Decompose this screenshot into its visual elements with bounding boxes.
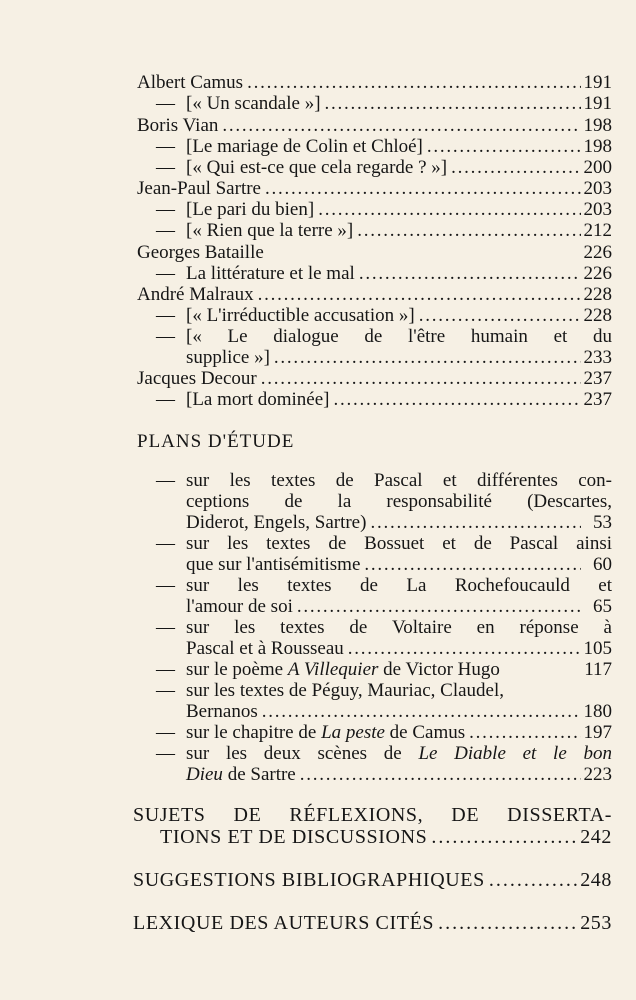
dash: — [156,326,175,347]
page-number: 200 [583,157,612,178]
toc-sub-entry[interactable] [186,199,612,220]
dot-leader [364,554,581,575]
dash: — [156,575,175,596]
toc-sub-entry[interactable] [186,347,612,368]
toc-author-entry[interactable] [137,284,612,305]
toc-author-entry[interactable] [137,178,612,199]
page-number: 226 [583,242,612,263]
page-number: 203 [583,178,612,199]
plan-text: sur le poème [186,659,288,680]
work-title: Le Diable et le bon [418,743,612,764]
plan-text: de Camus [384,722,466,743]
dot-leader [334,389,581,410]
sub-title: [Le mariage de Colin et Chloé] [186,136,423,157]
dot-leader [297,596,581,617]
dash: — [156,157,175,178]
author-name: Georges Bataille [137,242,264,263]
dot-leader [370,512,581,533]
dash: — [156,743,175,764]
page-number: 228 [583,284,612,305]
plan-line [186,659,500,680]
dash: — [156,659,175,680]
dot-leader [247,72,580,93]
page-number: 191 [583,93,612,114]
sub-title: [« Qui est-ce que cela regarde ? »] [186,157,448,178]
toc-sub-entry[interactable] [186,136,612,157]
sub-title-continued: supplice »] [186,347,270,368]
sub-title: La littérature et le mal [186,263,355,284]
dot-leader [262,701,581,722]
toc-author-entry[interactable] [137,368,612,389]
plan-line [186,743,612,764]
page-number: 233 [583,347,612,368]
dash: — [156,220,175,241]
dash: — [156,680,175,701]
dot-leader [451,157,580,178]
plan-line [186,764,296,785]
dot-leader [357,220,580,241]
toc-author-entry[interactable] [137,242,612,263]
page-number: 203 [583,199,612,220]
dash: — [156,263,175,284]
dash: — [156,305,175,326]
toc-section-entry[interactable] [133,912,612,934]
page-number: 248 [580,869,612,891]
plan-line: sur les textes de Pascal et différentes con- [186,470,612,491]
sub-title: [Le pari du bien] [186,199,315,220]
plan-text: de Sartre [222,764,296,785]
section-title: SUGGESTIONS BIBLIOGRAPHIQUES [133,869,485,891]
dot-leader [258,284,581,305]
dash: — [156,136,175,157]
page-number: 180 [583,701,612,722]
sub-title-line: [« Le dialogue de l'être humain et du [186,326,612,347]
toc-plan-entry[interactable] [186,638,612,659]
dash: — [156,617,175,638]
dot-leader [265,178,581,199]
dot-leader [427,136,581,157]
dash: — [156,93,175,114]
dash: — [156,389,175,410]
dot-leader [469,722,580,743]
sub-title: [« L'irréductible accusation »] [186,305,415,326]
toc-sub-entry[interactable] [186,220,612,241]
toc-author-entry[interactable] [137,115,612,136]
section-heading-line: SUJETS DE RÉFLEXIONS, DE DISSERTA- [133,804,612,826]
toc-plan-entry[interactable] [186,722,612,743]
plan-line: Bernanos [186,701,258,722]
dash: — [156,470,175,491]
page-number: 228 [583,305,612,326]
page-number: 198 [583,115,612,136]
page-number: 198 [583,136,612,157]
author-name: André Malraux [137,284,254,305]
toc-plan-entry[interactable] [186,701,612,722]
dot-leader [300,764,581,785]
page-number: 212 [583,220,612,241]
page-number: 65 [593,596,612,617]
sub-title: [La mort dominée] [186,389,330,410]
sub-title: [« Un scandale »] [186,93,321,114]
plan-line: l'amour de soi [186,596,293,617]
page-number: 105 [583,638,612,659]
dot-leader [325,93,581,114]
dot-leader [222,115,580,136]
page-number: 197 [583,722,612,743]
dot-leader [419,305,581,326]
dot-leader [359,263,581,284]
dash: — [156,199,175,220]
page-number: 117 [584,659,612,680]
toc-plan-entry[interactable] [186,554,612,575]
page-number: 253 [580,912,612,934]
dot-leader [438,912,577,934]
plan-text: de Victor Hugo [378,659,500,680]
author-name: Jacques Decour [137,368,257,389]
section-title: LEXIQUE DES AUTEURS CITÉS [133,912,435,934]
toc-plan-entry[interactable] [186,512,612,533]
dot-leader [318,199,580,220]
toc-section-entry[interactable] [160,826,612,848]
plan-line: Pascal et à Rousseau [186,638,344,659]
plan-line: sur les textes de Bossuet et de Pascal ainsi [186,533,612,554]
author-name: Boris Vian [137,115,219,136]
page-number: 237 [583,368,612,389]
plan-line: Diderot, Engels, Sartre) [186,512,367,533]
toc-sub-entry[interactable] [186,157,612,178]
plan-text: sur le chapitre de [186,722,322,743]
toc-sub-entry[interactable] [186,305,612,326]
section-heading-plans: PLANS D'ÉTUDE [137,431,295,452]
page-number: 237 [583,389,612,410]
plan-line: que sur l'antisémitisme [186,554,361,575]
plan-text: sur les deux scènes de [186,743,419,764]
toc-plan-entry[interactable] [186,596,612,617]
work-title: Dieu [186,764,223,785]
plan-line: sur les textes de Voltaire en réponse à [186,617,612,638]
page-number: 223 [583,764,612,785]
dot-leader [431,826,577,848]
dot-leader [489,869,577,891]
dash: — [156,722,175,743]
plan-line: ceptions de la responsabilité (Descartes, [186,491,612,512]
page-number: 53 [593,512,612,533]
work-title: A Villequier [287,659,379,680]
dash: — [156,533,175,554]
author-name: Jean-Paul Sartre [137,178,261,199]
plan-line: sur les textes de Péguy, Mauriac, Claudel, [186,680,504,701]
plan-line [186,722,465,743]
toc-plan-entry[interactable] [186,659,612,680]
toc-plan-entry[interactable] [186,764,612,785]
plan-line: sur les textes de La Rochefoucauld et [186,575,612,596]
section-title: TIONS ET DE DISCUSSIONS [160,826,428,848]
toc-section-entry[interactable] [133,869,612,891]
page-number: 242 [580,826,612,848]
page-number: 226 [583,263,612,284]
dot-leader [261,368,581,389]
dot-leader [274,347,581,368]
work-title: La peste [321,722,385,743]
toc-sub-entry[interactable] [186,263,612,284]
page-number: 60 [593,554,612,575]
toc-sub-entry[interactable] [186,389,612,410]
sub-title: [« Rien que la terre »] [186,220,354,241]
toc-author-entry[interactable] [137,72,612,93]
dot-leader [348,638,581,659]
page-number: 191 [583,72,612,93]
author-name: Albert Camus [137,72,244,93]
toc-sub-entry[interactable] [186,93,612,114]
